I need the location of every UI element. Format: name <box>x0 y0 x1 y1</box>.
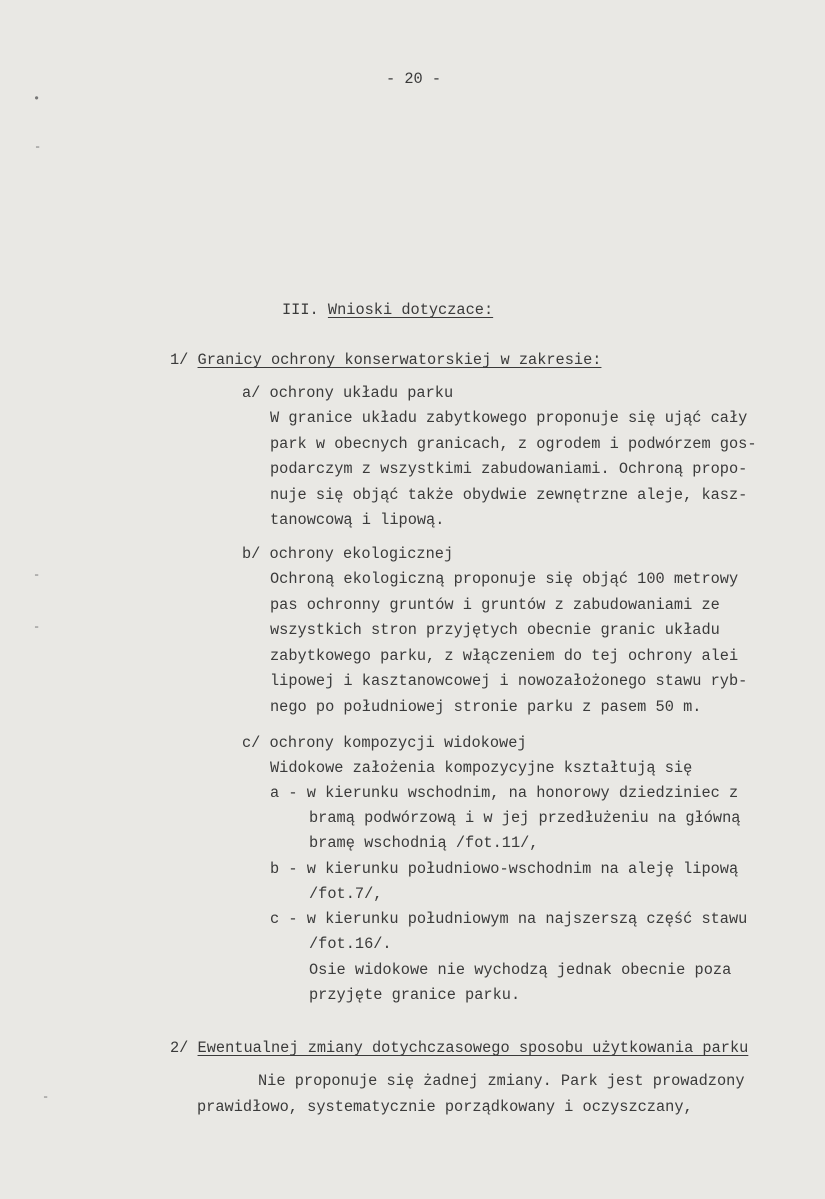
margin-mark: - <box>34 140 42 154</box>
text-line: park w obecnych granicach, z ogrodem i podwórzem gos- <box>270 435 757 453</box>
text-line: nego po południowej stronie parku z pasem 50 m. <box>270 698 702 716</box>
text-line: pas ochronny gruntów i gruntów z zabudowaniami ze <box>270 596 720 614</box>
subpoint-a-label: a/ ochrony układu parku <box>242 384 454 402</box>
margin-mark: - <box>33 568 41 582</box>
section-title: Wnioski dotyczace: <box>327 301 494 319</box>
text-line: W granice układu zabytkowego proponuje się ująć cały <box>270 409 748 427</box>
text-line: Nie proponuje się żadnej zmiany. Park jest prowadzony <box>258 1072 745 1090</box>
point1-number: 1/ <box>170 351 189 369</box>
text-line: /fot.7/, <box>309 885 383 903</box>
text-line: prawidłowo, systematycznie porządkowany i oczyszczany, <box>197 1098 693 1116</box>
point2-number: 2/ <box>170 1039 189 1057</box>
text-line: wszystkich stron przyjętych obecnie granic układu <box>270 621 720 639</box>
text-line: nuje się objąć także obydwie zewnętrzne aleje, kasz- <box>270 486 748 504</box>
text-line: zabytkowego parku, z włączeniem do tej ochrony alei <box>270 647 739 665</box>
text-line: Ochroną ekologiczną proponuje się objąć 100 metrowy <box>270 570 739 588</box>
text-line: lipowej i kasztanowcowej i nowozałożonego stawu ryb- <box>270 672 748 690</box>
text-line: przyjęte granice parku. <box>309 986 521 1004</box>
text-line: Widokowe założenia kompozycyjne kształtują się <box>270 759 693 777</box>
text-line: /fot.16/. <box>309 935 392 953</box>
margin-mark: - <box>33 620 41 634</box>
point2-heading <box>170 1038 748 1058</box>
point1-title: Granicy ochrony konserwatorskiej w zakresie: <box>197 351 602 369</box>
section-heading <box>282 300 493 320</box>
view-item: c - w kierunku południowym na najszerszą część stawu <box>270 910 748 928</box>
page-number: - 20 - <box>386 70 442 88</box>
view-item: b - w kierunku południowo-wschodnim na aleję lipową <box>270 860 739 878</box>
text-line: tanowcową i lipową. <box>270 511 445 529</box>
text-line: bramę wschodnią /fot.11/, <box>309 834 539 852</box>
point1-heading <box>170 350 601 370</box>
text-line: bramą podwórzową i w jej przedłużeniu na główną <box>309 809 741 827</box>
point2-title: Ewentualnej zmiany dotychczasowego sposobu użytkowania parku <box>197 1039 749 1057</box>
view-item: a - w kierunku wschodnim, na honorowy dziedziniec z <box>270 784 739 802</box>
section-number: III. <box>282 301 319 319</box>
text-line: Osie widokowe nie wychodzą jednak obecnie poza <box>309 961 732 979</box>
subpoint-b-label: b/ ochrony ekologicznej <box>242 545 454 563</box>
margin-mark: - <box>42 1090 50 1104</box>
subpoint-c-label: c/ ochrony kompozycji widokowej <box>242 734 527 752</box>
text-line: podarczym z wszystkimi zabudowaniami. Ochroną propo- <box>270 460 748 478</box>
margin-mark: • <box>33 92 41 106</box>
